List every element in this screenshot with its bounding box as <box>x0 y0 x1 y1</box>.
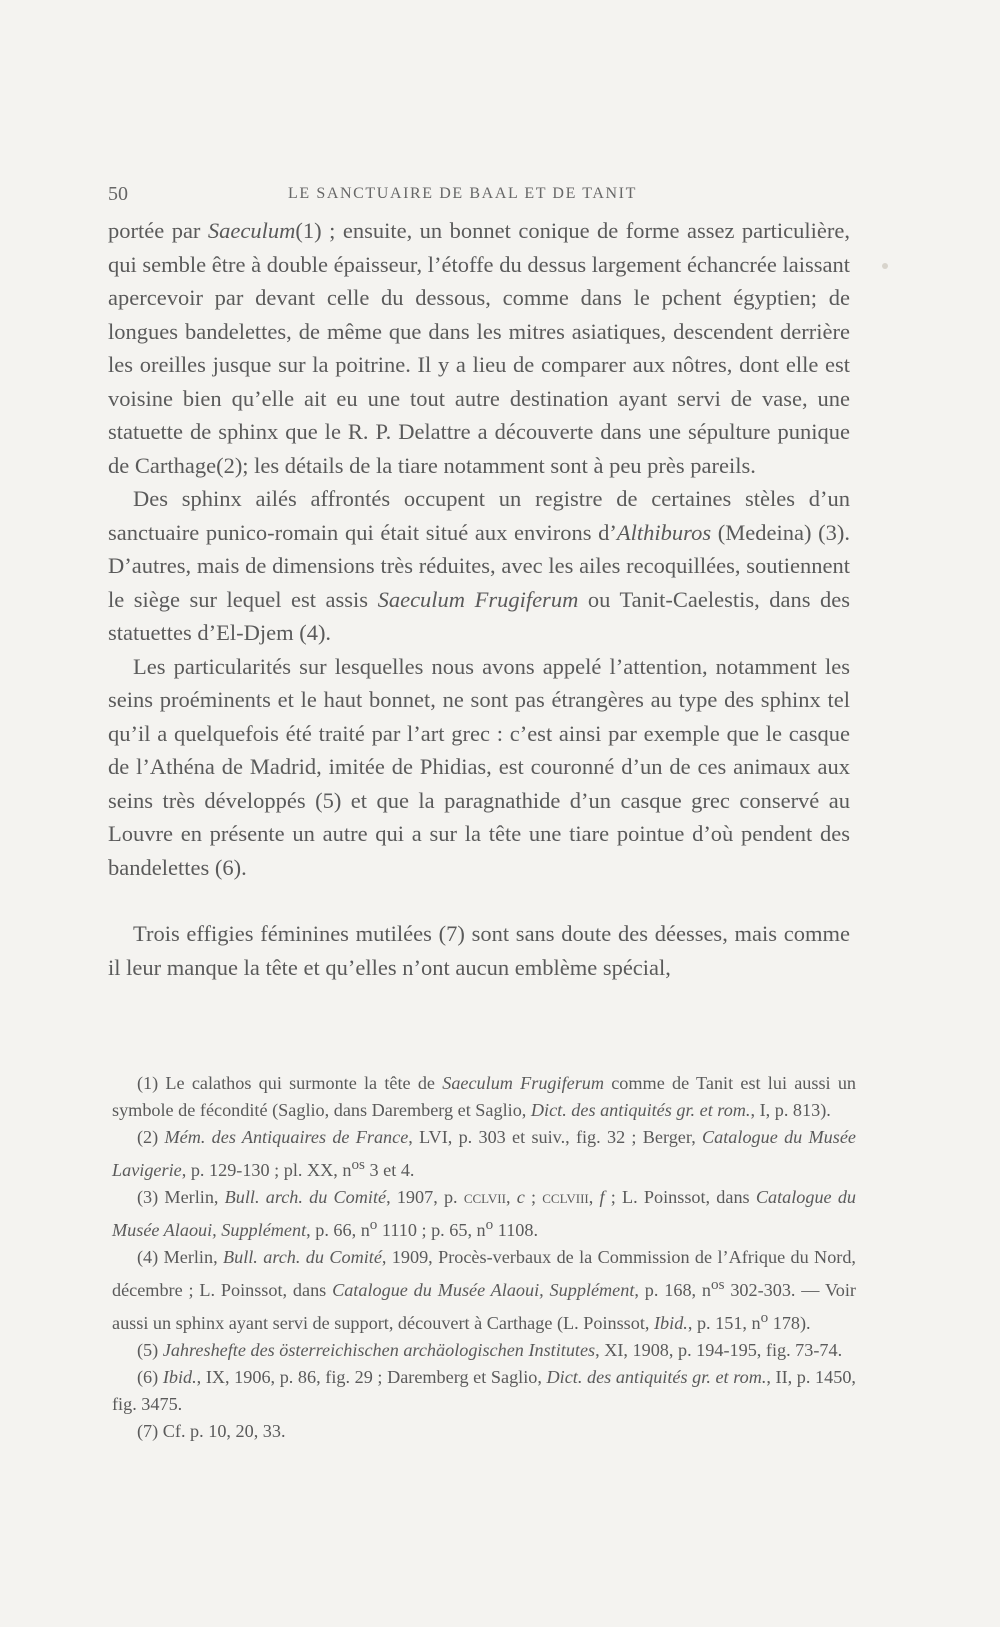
footnote-3: (3) Merlin, Bull. arch. du Comité, 1907, p. cclvii, c ; cclviii, f ; L. Poinssot, dans Catalogue du Musée Alaoui, Supplément, p. 66, $n^o$ 1110 ; p. 65, $n^o$ 1108. <box>112 1187 857 1241</box>
paragraph-2: Des sphinx ailés affrontés occupent un registre de certaines stèles d’un sanctuaire punico-romain qui était situé aux environs d’Althiburos (Medeina) (3). D’autres, mais de dimensions très réduites, avec les ailes recoquillées, soutiennent le siège sur lequel est assis Saeculum Frugiferum ou Tanit-Caelestis, dans des statuettes d’El-Djem (4). <box>108 486 851 645</box>
paper-speck <box>882 263 888 269</box>
footnote-7: (7) Cf. p. 10, 20, 33. <box>137 1421 286 1442</box>
footnote-1: (1) Le calathos qui surmonte la tête de Saeculum Frugiferum comme de Tanit est lui aussi un symbole de fécondité (Saglio, dans Daremberg et Saglio, Dict. des antiquités gr. et rom., I, p. 813). <box>112 1073 857 1120</box>
footnote-4: (4) Merlin, Bull. arch. du Comité, 1909, Procès-verbaux de la Commission de l’Afrique du Nord, décembre ; L. Poinssot, dans Catalogue du Musée Alaoui, Supplément, p. 168, $n^{os}$ 302-303. — Voir aussi un sphinx ayant servi de support, découvert à Carthage (L. Poinssot, Ibid., p. 151, $n^o$ 178). <box>112 1247 856 1334</box>
footnotes <box>112 1070 856 1445</box>
paragraph-1: portée par Saeculum(1) ; ensuite, un bonnet conique de forme assez particulière, qui semble être à double épaisseur, l’étoffe du dessus largement échancrée laissant apercevoir par devant celle du dessous, comme dans le pchent égyptien; de longues bandelettes, de même que dans les mitres asiatiques, descendent derrière les oreilles jusque sur la poitrine. Il y a lieu de comparer aux nôtres, dont elle est voisine bien qu’elle ait eu une tout autre destination ayant servi de vase, une statuette de sphinx que le R. P. Delattre a découverte dans une sépulture punique de Carthage(2); les détails de la tiare notamment sont à peu près pareils. <box>108 218 850 478</box>
paragraph-4: Trois effigies féminines mutilées (7) sont sans doute des déesses, mais comme il leur manque la tête et qu’elles n’ont aucun emblème spécial, <box>108 921 850 980</box>
paragraph-3: Les particularités sur lesquelles nous avons appelé l’attention, notamment les seins proéminents et le haut bonnet, ne sont pas étrangères au type des sphinx tel qu’il a quelquefois été traité par l’art grec : c’est ainsi par exemple que le casque de l’Athéna de Madrid, imitée de Phidias, est couronné d’un de ces animaux aux seins très développés (5) et que la paragnathide d’un casque grec conservé au Louvre en présente un autre qui a sur la tête une tiare pointue d’où pendent des bandelettes (6). <box>108 653 850 880</box>
running-title: LE SANCTUAIRE DE BAAL ET DE TANIT <box>288 185 637 202</box>
page-number: 50 <box>108 183 128 205</box>
footnote-5: (5) Jahreshefte des österreichischen archäologischen Institutes, XI, 1908, p. 194-195, fig. 73-74. <box>137 1340 843 1361</box>
footnote-2: (2) Mém. des Antiquaires de France, LVI, p. 303 et suiv., fig. 32 ; Berger, Catalogue du Musée Lavigerie, p. 129-130 ; pl. XX, $n^{os}$ 3 et 4. <box>112 1127 856 1181</box>
footnote-6: (6) Ibid., IX, 1906, p. 86, fig. 29 ; Daremberg et Saglio, Dict. des antiquités gr. et rom., II, p. 1450, fig. 3475. <box>112 1367 856 1415</box>
main-text <box>108 214 850 984</box>
